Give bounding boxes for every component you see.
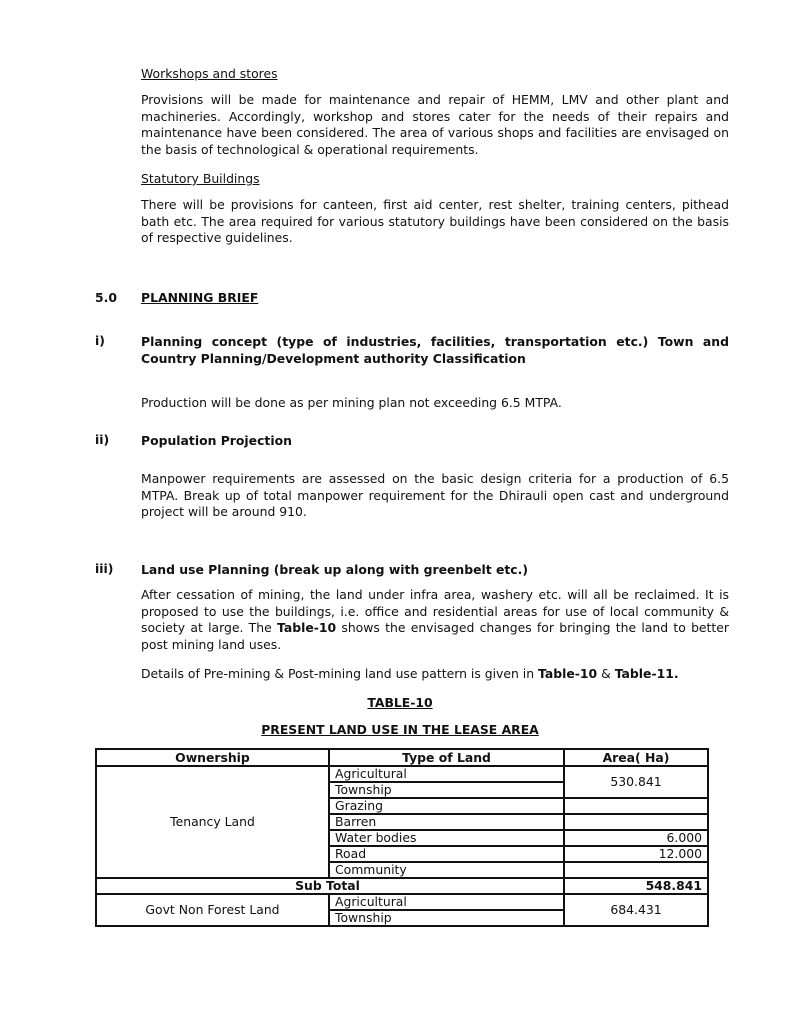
text-run: Details of Pre-mining & Post-mining land use pattern is given in bbox=[141, 666, 539, 681]
table-title: PRESENT LAND USE IN THE LEASE AREA bbox=[261, 722, 539, 737]
table-reference: Table-11. bbox=[614, 666, 679, 681]
item-ii-paragraph: Manpower requirements are assessed on the basic design criteria for a production of 6.5 MTPA. Break up of total manpower requirement for the Dhirauli open cast and underground project will be around 910. bbox=[141, 471, 729, 519]
item-i-title: Planning concept (type of industries, facilities, transportation etc.) Town and Country Planning/Development authority Classification bbox=[141, 334, 729, 366]
table-number: TABLE-10 bbox=[367, 695, 433, 710]
item-i-paragraph: Production will be done as per mining plan not exceeding 6.5 MTPA. bbox=[141, 395, 562, 410]
type-cell: Township bbox=[329, 910, 564, 926]
type-cell: Water bodies bbox=[329, 830, 564, 846]
subtotal-value: 548.841 bbox=[564, 878, 708, 894]
land-use-table bbox=[95, 748, 709, 927]
header-area: Area( Ha) bbox=[564, 749, 708, 766]
area-cell bbox=[564, 862, 708, 878]
type-cell: Agricultural bbox=[329, 894, 564, 910]
table-header-row bbox=[96, 749, 708, 766]
section-title: PLANNING BRIEF bbox=[141, 290, 259, 305]
workshops-paragraph: Provisions will be made for maintenance and repair of HEMM, LMV and other plant and machineries. Accordingly, workshop and stores cater for the needs of their repairs and maintenance have been considered. The area of various shops and facilities are envisaged on the basis of technological & operational requirements. bbox=[141, 92, 729, 157]
subtotal-label: Sub Total bbox=[96, 878, 564, 894]
ownership-cell: Tenancy Land bbox=[96, 766, 329, 878]
area-cell: 6.000 bbox=[564, 830, 708, 846]
item-ii-title: Population Projection bbox=[141, 433, 292, 448]
header-type-of-land: Type of Land bbox=[329, 749, 564, 766]
text-run: After cessation of mining, the land under infra area, washery etc. will all be reclaimed. It is proposed to use the buildings, i.e. office and residential areas for use of local community & society at large. The bbox=[141, 587, 729, 635]
item-ii-number: ii) bbox=[95, 432, 110, 447]
area-cell: 12.000 bbox=[564, 846, 708, 862]
item-i-number: i) bbox=[95, 333, 105, 348]
subtotal-row bbox=[96, 878, 708, 894]
details-paragraph bbox=[141, 666, 729, 683]
text-run: & bbox=[597, 666, 615, 681]
type-cell: Community bbox=[329, 862, 564, 878]
table-row bbox=[96, 894, 708, 910]
table-reference: Table-10 bbox=[538, 666, 598, 681]
header-ownership: Ownership bbox=[96, 749, 329, 766]
statutory-heading: Statutory Buildings bbox=[141, 171, 260, 186]
workshops-heading: Workshops and stores bbox=[141, 66, 278, 81]
item-iii-paragraph bbox=[141, 587, 729, 653]
item-iii-title: Land use Planning (break up along with greenbelt etc.) bbox=[141, 562, 529, 577]
table-row bbox=[96, 766, 708, 782]
area-cell: 530.841 bbox=[564, 766, 708, 798]
area-cell bbox=[564, 814, 708, 830]
section-number: 5.0 bbox=[95, 290, 117, 305]
type-cell: Barren bbox=[329, 814, 564, 830]
type-cell: Agricultural bbox=[329, 766, 564, 782]
area-cell bbox=[564, 798, 708, 814]
text-run: shows the envisaged changes for bringing the land to better post mining land uses. bbox=[141, 620, 729, 652]
statutory-paragraph: There will be provisions for canteen, first aid center, rest shelter, training centers, pithead bath etc. The area required for various statutory buildings have been considered on the basis of respective guidelines. bbox=[141, 197, 729, 245]
area-cell: 684.431 bbox=[564, 894, 708, 926]
ownership-cell: Govt Non Forest Land bbox=[96, 894, 329, 926]
type-cell: Township bbox=[329, 782, 564, 798]
item-iii-number: iii) bbox=[95, 561, 114, 576]
type-cell: Road bbox=[329, 846, 564, 862]
table-reference: Table-10 bbox=[276, 620, 337, 635]
type-cell: Grazing bbox=[329, 798, 564, 814]
